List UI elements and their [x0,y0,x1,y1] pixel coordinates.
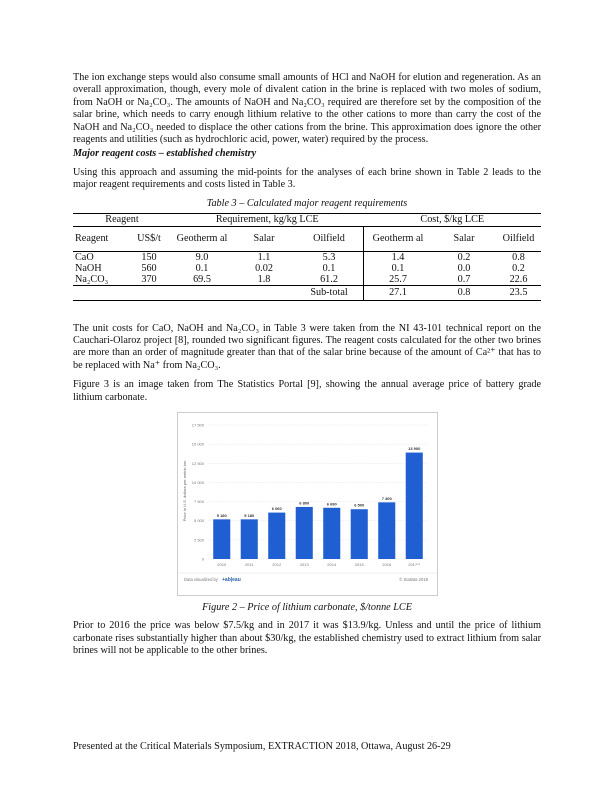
y-tick-label: 0 [201,556,204,562]
y-tick-label: 5 000 [193,518,204,524]
bar-2011 [240,519,257,559]
bar-data-label: 6 800 [298,500,309,506]
bar-data-label: 7 400 [381,495,392,501]
bar-2012 [268,513,285,559]
y-tick-label: 12 500 [191,460,204,466]
col-oilfield: Oilfield [295,226,364,251]
bar-2010 [213,519,230,559]
table-cell: CaO [75,251,94,263]
table-cell: 22.6 [496,274,541,286]
bar-data-label: 6 500 [353,502,364,508]
paragraph-ion-exchange: The ion exchange steps would also consume small amounts of HCl and NaOH for elution and regeneration. As an overall approximation, though, every mole of divalent cation in the brine is replaced with two moles of sodium, from NaOH or Na₂CO₃. The amounts of NaOH and Na₂CO₃ required are therefore set by the composition of the salar brine, which needs to carry enough lithium relative to the other cations to more than carry the cost of the NaOH and Na₂CO₃ needed to displace the other cations from the brine. This approximation does ignore the other reagents and utilities (such as hydrochloric acid, power, water) required by the process. [73,72,541,146]
table-cell: 560 [141,262,157,274]
section-heading: Major reagent costs – established chemistry [73,148,257,160]
group-reagent: Reagent [73,213,171,226]
table-row [73,274,541,286]
paragraph-unit-costs: The unit costs for CaO, NaOH and Na₂CO₃ in Table 3 were taken from the NI 43-101 technical report on the Cauchari-Olaroz project [8], rounded two significant figures. The reagent costs calculated for the other two brines are more than an order of magnitude greater than that of the salar brine because of the amount of Ca²⁺ that has to be replaced with Na⁺ from Na₂CO₃. [73,322,541,371]
subtotal-label: Sub-total [295,285,364,300]
paragraph-approach: Using this approach and assuming the mid-points for the analyses of each brine shown in Table 2 leads to the major reagent requirements and costs listed in Table 3. [73,166,541,191]
bar-data-label: 6 060 [271,506,282,512]
table-cell: Na₂CO₃ [73,274,127,286]
subtotal-oilfield: 23.5 [496,285,541,300]
reagent-table [73,213,541,301]
table-row [73,263,541,274]
table-cell: 0.7 [432,274,496,286]
paragraph-price-history: Prior to 2016 the price was below $7.5/kg and in 2017 it was $13.9/kg. Unless and until the price of lithium carbonate rises substantially higher than about $30/kg, the established chemistry used to extract lithium from salar brines will not be applicable to the other brines. [73,620,541,656]
lithium-price-figure [177,412,438,596]
statista-credit: © Statista 2018 [398,577,428,583]
y-tick-label: 7 500 [193,499,204,505]
table-cell: 61.2 [295,274,364,286]
col-geothermal-cost: Geotherm al [364,226,433,251]
x-tick-label: 2014 [326,562,336,568]
col-geothermal: Geotherm al [171,226,233,251]
y-tick-label: 15 000 [191,441,204,447]
x-tick-label: 2012 [271,562,281,568]
y-tick-label: 10 000 [191,480,204,486]
x-tick-label: 2017** [407,562,420,568]
x-tick-label: 2011 [244,562,254,568]
table-cell: 0.1 [364,263,433,274]
col-salar: Salar [233,226,295,251]
table-cell: 1.1 [257,251,271,263]
x-tick-label: 2015 [354,562,364,568]
bar-data-label: 6 690 [326,501,337,507]
group-requirement: Requirement, kg/kg LCE [171,213,364,226]
table-row [73,251,541,263]
bar-2014 [323,508,340,559]
table-cell: 0.1 [322,262,336,274]
page-footer: Presented at the Critical Materials Symposium, EXTRACTION 2018, Ottawa, August 26-29 [73,741,451,752]
bar-2016 [378,502,395,559]
bar-2015 [350,509,367,559]
tableau-logo: +ab|eau [221,577,241,584]
footer-left-text: Data visualized by [183,577,218,583]
table-cell: 69.5 [171,274,233,286]
bar-data-label: 5 180 [216,512,227,518]
table-cell: 370 [127,274,171,286]
table-cell: 0.8 [512,251,525,263]
table-caption: Table 3 – Calculated major reagent requirements [206,197,408,209]
table-cell: 5.3 [322,251,336,263]
subtotal-row [73,285,541,300]
subtotal-salar: 0.8 [432,285,496,300]
paragraph-figure-intro: Figure 3 is an image taken from The Statistics Portal [9], showing the annual average price of battery grade lithium carbonate. [73,379,541,403]
table-cell: 0.02 [255,262,273,274]
table-cell: 0.0 [457,262,471,274]
y-axis-label: Price in U.S. dollars per metric ton [181,460,187,522]
bar-data-label: 5 180 [243,512,254,518]
table-cell: 0.2 [512,262,525,274]
table-cell: 0.1 [195,262,209,274]
bar-2017 [405,453,422,559]
table-cell: 0.2 [457,251,471,263]
col-reagent: Reagent [73,226,127,251]
table-cell: 9.0 [195,251,209,263]
col-price: US$/t [127,226,171,251]
table-cell: 1.8 [233,274,295,286]
table-cell: 25.7 [364,274,433,286]
x-tick-label: 2013 [299,562,309,568]
x-tick-label: 2016 [381,562,391,568]
col-salar-cost: Salar [432,226,496,251]
y-tick-label: 2 500 [193,537,204,543]
table-cell: NaOH [75,262,102,274]
figure-caption: Figure 2 – Price of lithium carbonate, $/tonne LCE [202,602,412,614]
col-oilfield-cost: Oilfield [496,226,541,251]
page-content [73,72,541,657]
group-cost: Cost, $/kg LCE [364,213,542,226]
table-cell: 150 [141,251,157,263]
lithium-price-chart [178,413,437,595]
bar-2013 [295,507,312,559]
bar-data-label: 13 900 [407,446,420,452]
table-cell: 1.4 [364,251,433,263]
x-tick-label: 2010 [216,562,226,568]
subtotal-geothermal: 27.1 [364,285,433,300]
y-tick-label: 17 500 [191,422,204,428]
